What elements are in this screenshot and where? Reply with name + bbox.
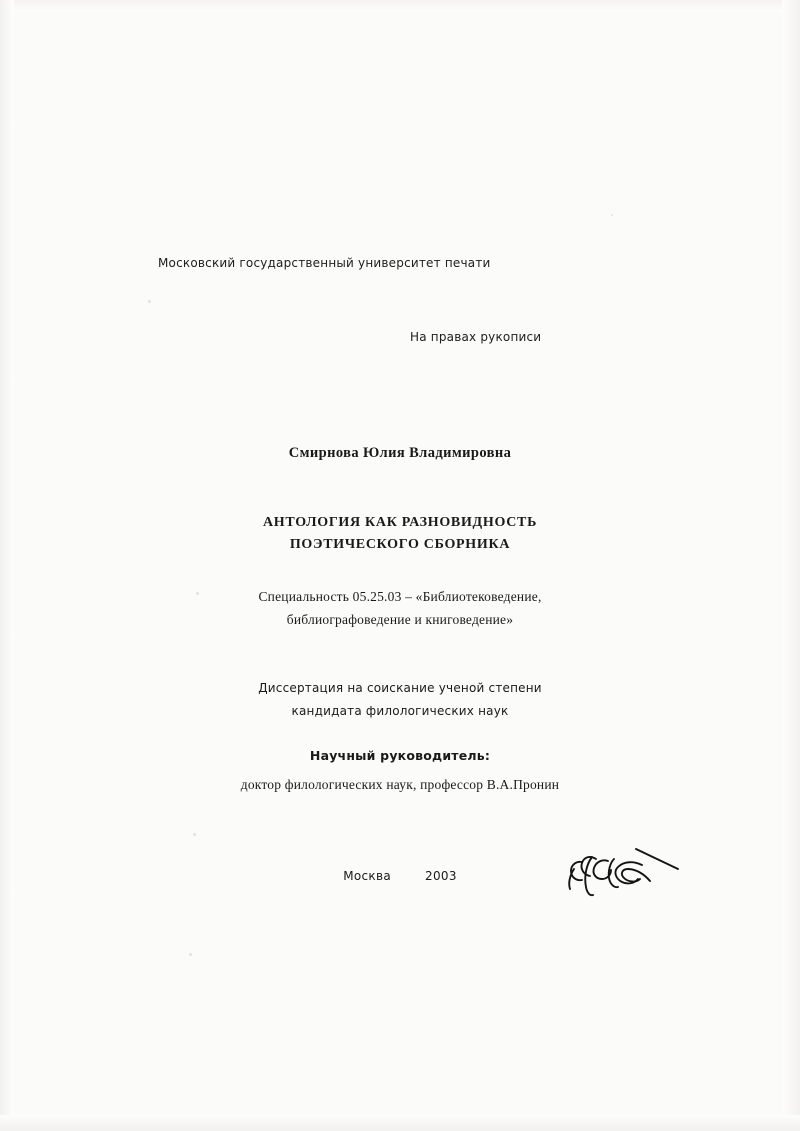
scan-edge-right: [782, 0, 800, 1131]
supervisor-label: Научный руководитель:: [309, 748, 491, 763]
specialty-line-1: Специальность 05.25.03 – «Библиотековедение,: [258, 589, 542, 604]
author-name: Смирнова Юлия Владимировна: [288, 445, 512, 461]
dissertation-title-line-2: ПОЭТИЧЕСКОГО СБОРНИКА: [289, 537, 511, 552]
supervisor-name: доктор филологических наук, профессор В.А.Пронин: [240, 777, 560, 792]
place-label: Москва: [343, 869, 392, 883]
specialty-line-2: библиографоведение и книговедение»: [286, 612, 514, 627]
university-name: Московский государственный университет печати: [158, 256, 491, 270]
dissertation-title-line-1: АНТОЛОГИЯ КАК РАЗНОВИДНОСТЬ: [262, 515, 538, 530]
year-label: 2003: [425, 869, 457, 883]
degree-line-2: кандидата филологических наук: [291, 704, 509, 718]
degree-line-1: Диссертация на соискание ученой степени: [258, 681, 542, 695]
scan-edge-left: [0, 0, 14, 1131]
title-page-content: [110, 0, 690, 1131]
manuscript-note: На правах рукописи: [410, 330, 542, 344]
handwritten-signature-icon: [530, 835, 700, 915]
